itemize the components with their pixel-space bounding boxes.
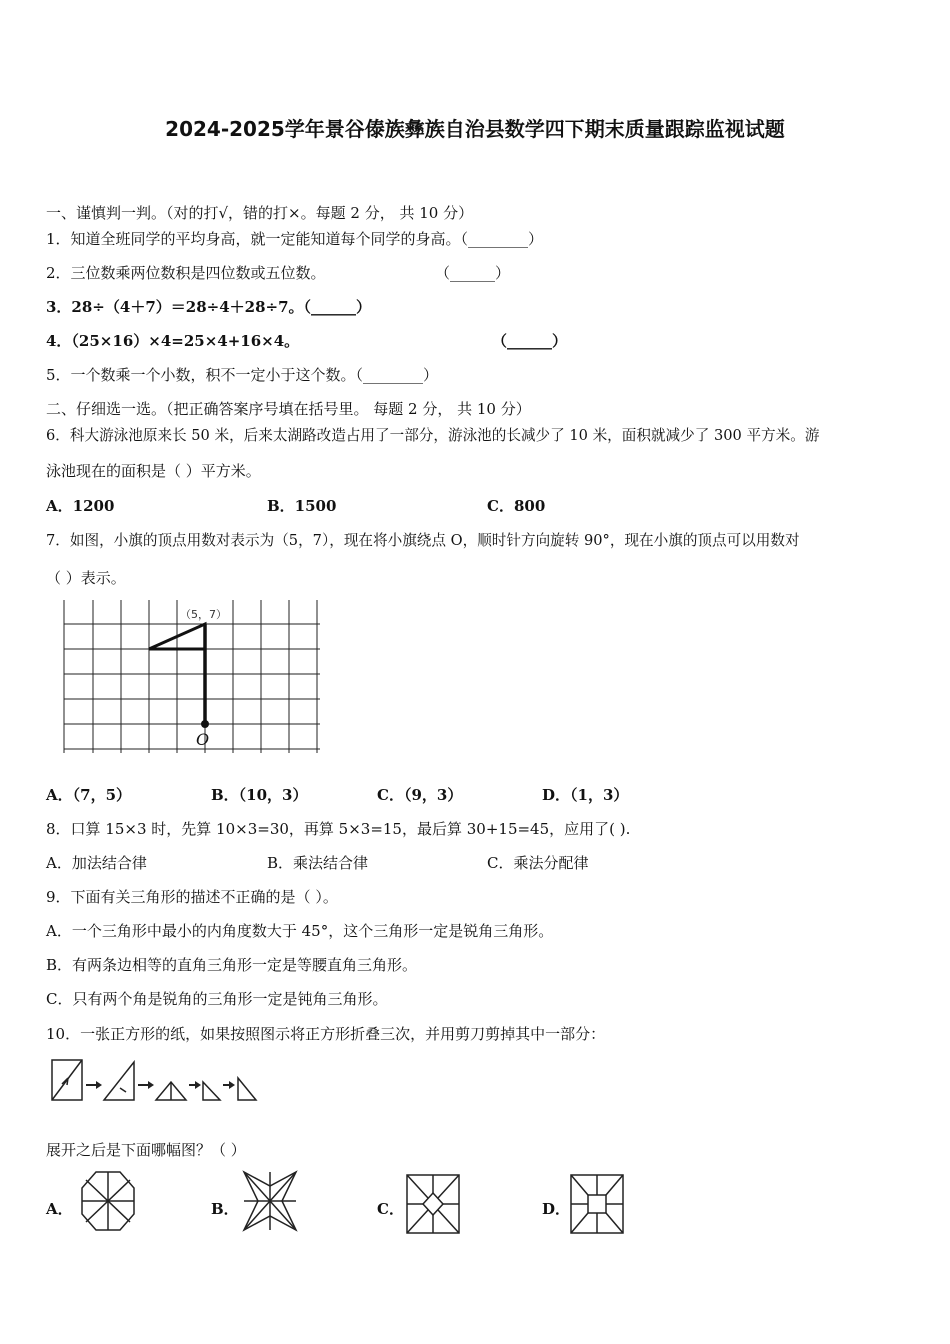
q8-option-a: A．加法结合律 [46, 854, 147, 872]
q9-option-a: A．一个三角形中最小的内角度数大于 45°，这个三角形一定是锐角三角形。 [46, 922, 554, 940]
q10-option-c-figure [405, 1173, 461, 1235]
question-2: 2．三位数乘两位数积是四位数或五位数。 [46, 264, 326, 282]
q10-option-a-figure [80, 1170, 136, 1232]
folding-steps-figure [48, 1054, 263, 1106]
q8-option-b: B．乘法结合律 [267, 854, 369, 872]
section2-heading: 二、仔细选一选。（把正确答案序号填在括号里。 每题 2 分， 共 10 分） [46, 400, 531, 418]
question-1: 1．知道全班同学的平均身高，就一定能知道每个同学的身高。（________） [46, 230, 544, 248]
question-7-line2: （ ）表示。 [46, 569, 126, 587]
section1-heading: 一、谨慎判一判。（对的打√，错的打×。每题 2 分， 共 10 分） [46, 204, 474, 222]
q10-option-d-figure [569, 1173, 625, 1235]
q8-option-c: C．乘法分配律 [487, 854, 589, 872]
question-10-prompt: 展开之后是下面哪幅图？（ ） [46, 1141, 246, 1159]
question-6-line2: 泳池现在的面积是（ ）平方米。 [46, 462, 261, 480]
q10-option-b-figure [242, 1170, 298, 1232]
q10-option-c: C． [377, 1200, 404, 1218]
question-8: 8．口算 15×3 时，先算 10×3=30，再算 5×3=15，最后算 30+15=45，应用了( ). [46, 820, 631, 838]
q6-option-a: A．1200 [46, 497, 115, 515]
flag-vertex-label: （5，7） [180, 608, 227, 621]
flag-grid-figure [60, 598, 330, 758]
q9-option-c: C．只有两个角是锐角的三角形一定是钝角三角形。 [46, 990, 388, 1008]
flag-shape [149, 624, 209, 728]
q7-option-b: B．（10，3） [211, 786, 308, 804]
question-4-blank: （______） [492, 332, 568, 350]
q10-option-b: B． [211, 1200, 239, 1218]
question-9: 9．下面有关三角形的描述不正确的是（ ）。 [46, 888, 338, 906]
q7-option-c: C．（9，3） [377, 786, 463, 804]
q10-option-a: A． [46, 1200, 73, 1218]
q6-option-c: C．800 [487, 497, 546, 515]
question-7-line1: 7．如图，小旗的顶点用数对表示为（5，7），现在将小旗绕点 O，顺时针方向旋转 90°，现在小旗的顶点可以用数对 [46, 532, 800, 549]
q6-option-b: B．1500 [267, 497, 337, 515]
question-5: 5．一个数乘一个小数，积不一定小于这个数。（________） [46, 366, 439, 384]
question-10: 10．一张正方形的纸，如果按照图示将正方形折叠三次，并用剪刀剪掉其中一部分： [46, 1025, 606, 1043]
q9-option-b: B．有两条边相等的直角三角形一定是等腰直角三角形。 [46, 956, 418, 974]
q10-option-d: D． [542, 1200, 571, 1218]
q7-option-d: D．（1，3） [542, 786, 629, 804]
q7-option-a: A．（7，5） [46, 786, 132, 804]
question-4: 4．（25×16）×4=25×4+16×4。 [46, 332, 300, 350]
question-2-blank: （______） [435, 264, 511, 282]
question-3: 3．28÷（4＋7）＝28÷4＋28÷7。（______） [46, 298, 372, 316]
origin-label: O [196, 730, 210, 749]
question-6-line1: 6．科大游泳池原来长 50 米，后来太湖路改造占用了一部分，游泳池的长减少了 10 米，面积就减少了 300 平方米。游 [46, 427, 820, 444]
page-title: 2024-2025学年景谷傣族彝族自治县数学四下期末质量跟踪监视试题 [165, 117, 785, 141]
